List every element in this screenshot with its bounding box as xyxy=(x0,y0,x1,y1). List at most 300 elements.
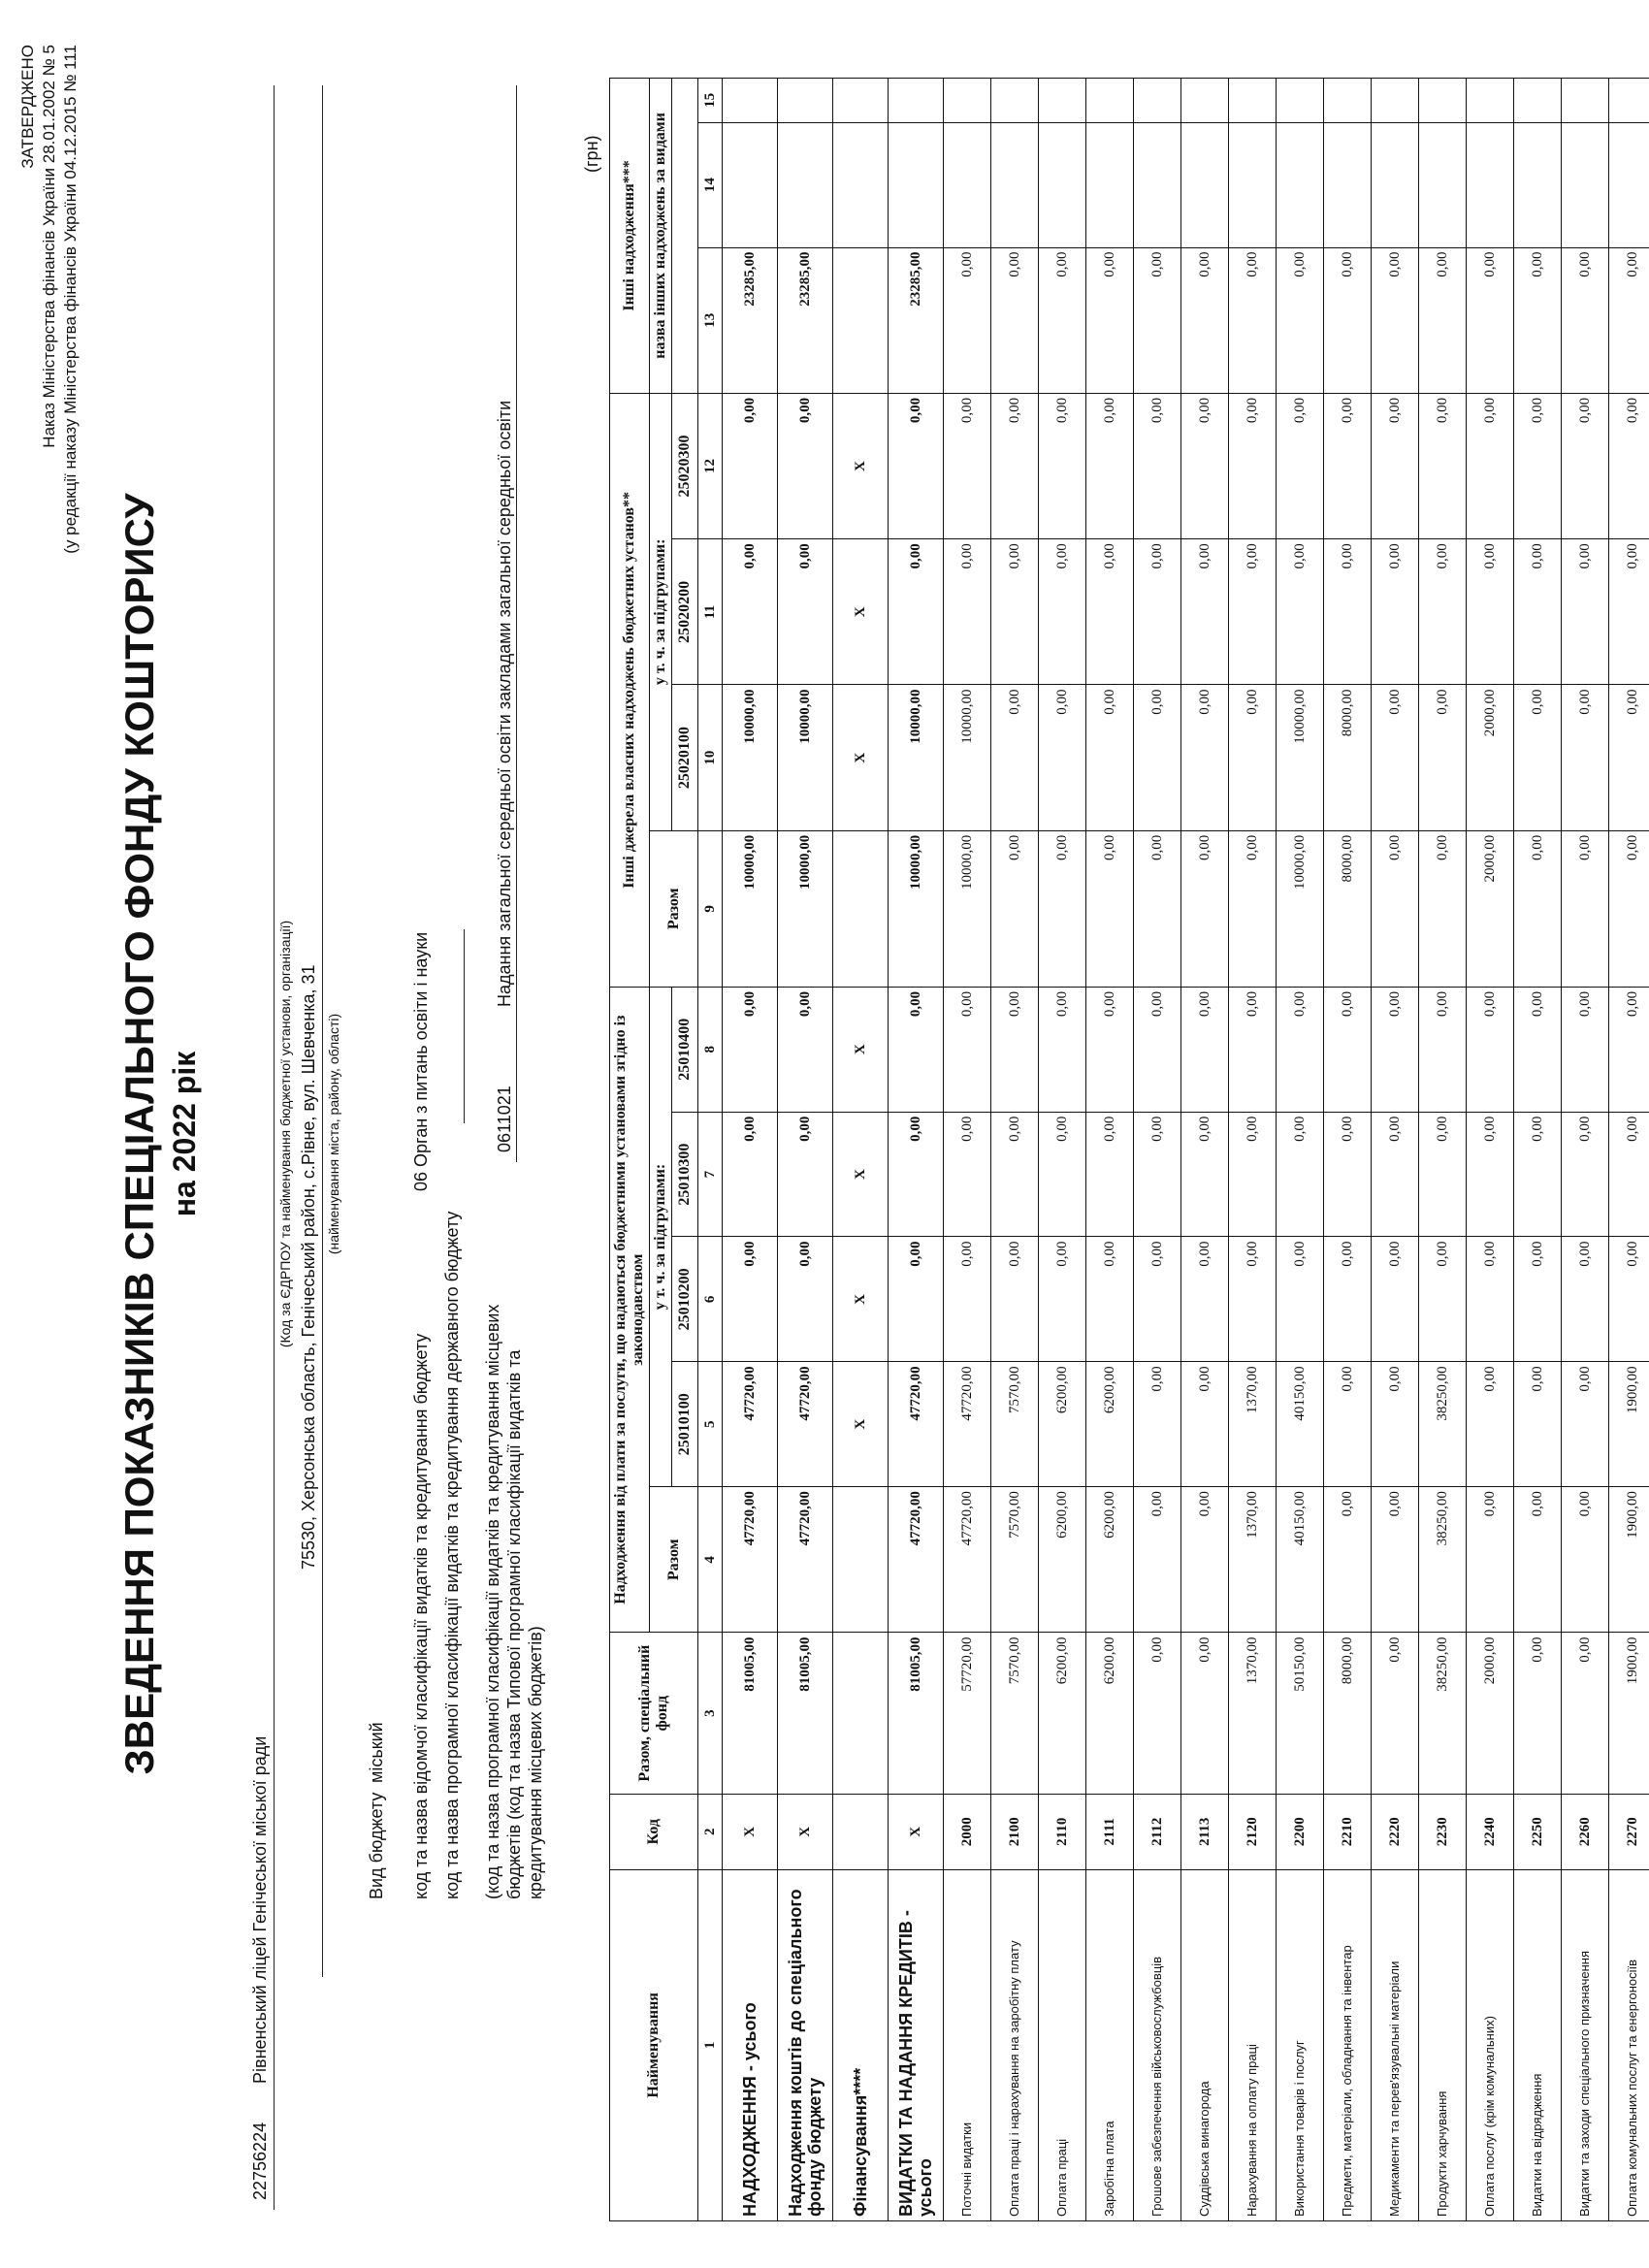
row-name: Поточні видатки xyxy=(944,1869,991,2220)
budget-type-label: Вид бюджету xyxy=(367,1792,386,1899)
row-value: 0,00 xyxy=(1181,685,1229,830)
header-code-25010400: 25010400 xyxy=(672,987,698,1112)
row-code: 2270 xyxy=(1609,1794,1649,1869)
table-row xyxy=(1229,79,1277,2221)
table-row xyxy=(1039,79,1086,2221)
row-value: 0,00 xyxy=(1324,393,1372,538)
column-number: 6 xyxy=(698,1237,723,1362)
row-value: 0,00 xyxy=(1609,539,1649,685)
row-value xyxy=(1181,79,1229,123)
row-value: 0,00 xyxy=(1372,1237,1419,1362)
header-name: Найменування xyxy=(610,1869,698,2220)
row-value: 0,00 xyxy=(1086,247,1134,393)
row-value: 47720,00 xyxy=(778,1487,833,1633)
row-value: 0,00 xyxy=(1324,1362,1372,1487)
row-value: 0,00 xyxy=(1609,987,1649,1112)
header-other-blank xyxy=(672,79,698,394)
row-value: 0,00 xyxy=(1324,1237,1372,1362)
column-number: 5 xyxy=(698,1362,723,1487)
row-value: 0,00 xyxy=(1514,1362,1562,1487)
row-value: 0,00 xyxy=(1229,830,1277,987)
table-row xyxy=(1086,79,1134,2221)
row-value: 0,00 xyxy=(1086,1237,1134,1362)
row-value: 0,00 xyxy=(889,1112,944,1237)
row-value: 0,00 xyxy=(1467,1362,1514,1487)
table-row xyxy=(1562,79,1609,2221)
row-value: 0,00 xyxy=(1419,987,1467,1112)
column-number: 11 xyxy=(698,539,723,685)
row-code: 2100 xyxy=(991,1794,1039,1869)
row-value xyxy=(1086,122,1134,247)
row-value: Х xyxy=(833,1362,889,1487)
row-value: 0,00 xyxy=(723,393,778,538)
row-value: 6200,00 xyxy=(1039,1362,1086,1487)
column-number: 14 xyxy=(698,122,723,247)
row-name: ВИДАТКИ ТА НАДАННЯ КРЕДИТІВ - усього xyxy=(889,1869,944,2220)
row-value: 0,00 xyxy=(1562,393,1609,538)
row-code: Х xyxy=(723,1794,778,1869)
row-value: 0,00 xyxy=(1039,830,1086,987)
row-value: 0,00 xyxy=(1467,393,1514,538)
row-value: 0,00 xyxy=(1134,1237,1181,1362)
header-subtotal-services: Разом xyxy=(650,1487,698,1633)
header-total: Разом, спеціальний фонд xyxy=(610,1633,698,1794)
row-value: 0,00 xyxy=(1039,393,1086,538)
row-value: 0,00 xyxy=(1229,987,1277,1112)
budget-type-value: міський xyxy=(367,1722,386,1783)
row-value: Х xyxy=(833,393,889,538)
row-value: 81005,00 xyxy=(889,1633,944,1794)
row-value: 0,00 xyxy=(1419,393,1467,538)
column-number-row xyxy=(698,79,723,2221)
row-value: 0,00 xyxy=(1562,1362,1609,1487)
column-number: 1 xyxy=(698,1869,723,2220)
row-name: Заробітна плата xyxy=(1086,1869,1134,2220)
row-value: 0,00 xyxy=(1277,1112,1324,1237)
row-value: 0,00 xyxy=(1039,685,1086,830)
row-code: 2200 xyxy=(1277,1794,1324,1869)
row-value xyxy=(1324,79,1372,123)
column-number: 4 xyxy=(698,1487,723,1633)
row-value xyxy=(1419,79,1467,123)
row-value: 47720,00 xyxy=(723,1362,778,1487)
row-value: 0,00 xyxy=(1039,1112,1086,1237)
row-value: Х xyxy=(833,987,889,1112)
row-name: Оплата послуг (крім комунальних) xyxy=(1467,1869,1514,2220)
row-value: 2000,00 xyxy=(1467,685,1514,830)
table-row xyxy=(1277,79,1324,2221)
row-value: 0,00 xyxy=(1562,1237,1609,1362)
approval-block xyxy=(17,45,81,554)
row-value: 0,00 xyxy=(1086,539,1134,685)
row-value xyxy=(778,122,833,247)
row-value: 0,00 xyxy=(991,1237,1039,1362)
table-row xyxy=(1372,79,1419,2221)
row-value: 0,00 xyxy=(1372,1633,1419,1794)
row-value: 6200,00 xyxy=(1039,1487,1086,1633)
row-value: 0,00 xyxy=(1372,1112,1419,1237)
row-value xyxy=(1181,122,1229,247)
table-row xyxy=(1324,79,1372,2221)
row-value xyxy=(723,122,778,247)
row-value: 0,00 xyxy=(1514,1487,1562,1633)
row-value: 0,00 xyxy=(1134,247,1181,393)
row-value xyxy=(1467,79,1514,123)
row-value: 0,00 xyxy=(1562,685,1609,830)
row-value xyxy=(723,79,778,123)
approval-revision: (у редакції наказу Міністерства фінансів України 04.12.2015 № 111 xyxy=(61,45,80,554)
row-value: 0,00 xyxy=(1514,1112,1562,1237)
row-value: 0,00 xyxy=(1181,1362,1229,1487)
local-class-code: 0611021 xyxy=(495,1085,514,1152)
row-value: 0,00 xyxy=(944,1112,991,1237)
row-value xyxy=(1372,79,1419,123)
row-code xyxy=(833,1794,889,1869)
row-value: 0,00 xyxy=(1467,539,1514,685)
row-code: 2000 xyxy=(944,1794,991,1869)
row-value xyxy=(1277,122,1324,247)
row-value: 0,00 xyxy=(1229,685,1277,830)
table-row xyxy=(1467,79,1514,2221)
row-value: 0,00 xyxy=(723,1237,778,1362)
row-value xyxy=(1039,79,1086,123)
row-code: 2110 xyxy=(1039,1794,1086,1869)
column-number: 10 xyxy=(698,685,723,830)
address-caption: (найменування міста, району, області) xyxy=(326,1013,341,1255)
row-value: 0,00 xyxy=(1181,1633,1229,1794)
row-value: 1370,00 xyxy=(1229,1633,1277,1794)
header-group-services: Надходження від плати за послуги, що надаються бюджетними установами згідно із законодавством xyxy=(610,987,650,1633)
row-value: 0,00 xyxy=(723,539,778,685)
row-name: Грошове забезпечення військовослужбовців xyxy=(1134,1869,1181,2220)
special-fund-table xyxy=(609,78,1649,2221)
row-name: Оплата праці і нарахування на заробітну плату xyxy=(991,1869,1039,2220)
row-value: 0,00 xyxy=(1372,1362,1419,1487)
row-value: 0,00 xyxy=(1229,1237,1277,1362)
row-value: 0,00 xyxy=(1514,685,1562,830)
institution-caption: (Код за ЄДРПОУ та найменування бюджетної установи, організації) xyxy=(277,920,293,1348)
row-value: 0,00 xyxy=(1134,1112,1181,1237)
row-value: 8000,00 xyxy=(1324,1633,1372,1794)
row-value: 0,00 xyxy=(1467,1112,1514,1237)
row-value: 0,00 xyxy=(1609,830,1649,987)
row-value: 0,00 xyxy=(991,1112,1039,1237)
row-code: 2220 xyxy=(1372,1794,1419,1869)
row-value: 0,00 xyxy=(889,987,944,1112)
row-value: 0,00 xyxy=(991,393,1039,538)
row-value xyxy=(1514,122,1562,247)
row-value: 38250,00 xyxy=(1419,1487,1467,1633)
row-value: 0,00 xyxy=(1181,1487,1229,1633)
row-name: Оплата комунальних послуг та енергоносіїв xyxy=(1609,1869,1649,2220)
row-value xyxy=(833,1487,889,1633)
row-value: 6200,00 xyxy=(1039,1633,1086,1794)
row-value: 0,00 xyxy=(1134,1633,1181,1794)
row-value: 0,00 xyxy=(1419,1237,1467,1362)
row-value xyxy=(833,79,889,123)
row-value xyxy=(1562,79,1609,123)
row-value xyxy=(833,1633,889,1794)
row-value xyxy=(1609,79,1649,123)
approval-heading: ЗАТВЕРДЖЕНО xyxy=(18,45,37,169)
row-value: 0,00 xyxy=(944,1237,991,1362)
row-value: 0,00 xyxy=(1181,247,1229,393)
row-value: 0,00 xyxy=(1372,1487,1419,1633)
row-value: 0,00 xyxy=(991,539,1039,685)
local-class-label-1: (код та назва програмної класифікації видатків та кредитування місцевих xyxy=(483,1304,502,1899)
row-value: 1900,00 xyxy=(1609,1362,1649,1487)
row-value: 0,00 xyxy=(1467,1237,1514,1362)
row-value: 0,00 xyxy=(1419,247,1467,393)
row-code: 2260 xyxy=(1562,1794,1609,1869)
row-value xyxy=(1039,122,1086,247)
row-value xyxy=(991,79,1039,123)
header-code-25020200: 25020200 xyxy=(672,539,698,685)
row-value: 0,00 xyxy=(723,987,778,1112)
column-number: 3 xyxy=(698,1633,723,1794)
column-number: 2 xyxy=(698,1794,723,1869)
row-value: 0,00 xyxy=(1086,1112,1134,1237)
row-value: 7570,00 xyxy=(991,1362,1039,1487)
row-value: 0,00 xyxy=(1229,247,1277,393)
row-value: 0,00 xyxy=(889,1237,944,1362)
row-value xyxy=(1086,79,1134,123)
row-value xyxy=(833,830,889,987)
document-year: на 2022 рік xyxy=(167,1051,202,1217)
table-row xyxy=(833,79,889,2221)
row-value: 0,00 xyxy=(1134,685,1181,830)
row-value: 1900,00 xyxy=(1609,1633,1649,1794)
row-value: 6200,00 xyxy=(1086,1487,1134,1633)
row-value: 47720,00 xyxy=(944,1362,991,1487)
row-value: 0,00 xyxy=(1562,987,1609,1112)
row-value: 47720,00 xyxy=(889,1362,944,1487)
row-value: 0,00 xyxy=(1562,1633,1609,1794)
row-value xyxy=(1514,79,1562,123)
row-name: Предмети, матеріали, обладнання та інвентар xyxy=(1324,1869,1372,2220)
row-value: 0,00 xyxy=(1181,987,1229,1112)
row-value: 0,00 xyxy=(1609,393,1649,538)
table-row xyxy=(723,79,778,2221)
row-value xyxy=(778,79,833,123)
row-name: Видатки на відрядження xyxy=(1514,1869,1562,2220)
row-value: 81005,00 xyxy=(778,1633,833,1794)
row-value: 2000,00 xyxy=(1467,1633,1514,1794)
row-value: 7570,00 xyxy=(991,1487,1039,1633)
table-row xyxy=(991,79,1039,2221)
row-value: 0,00 xyxy=(1514,539,1562,685)
header-group-own-revenue: Інші джерела власних надходжень бюджетних установ** xyxy=(610,393,650,987)
header-other-name: назва інших надходжень за видами xyxy=(650,79,672,394)
row-value: 0,00 xyxy=(1229,1112,1277,1237)
approval-order: Наказ Міністерства фінансів України 28.01.2002 № 5 xyxy=(40,45,58,448)
header-code-25010200: 25010200 xyxy=(672,1237,698,1362)
row-value: 0,00 xyxy=(1134,987,1181,1112)
row-value: 0,00 xyxy=(991,247,1039,393)
institution-address: 75530, Херсонська область, Генічеський район, с.Рівне, вул. Шевченка, 31 xyxy=(299,964,318,1570)
row-value: 0,00 xyxy=(1277,393,1324,538)
row-value: 38250,00 xyxy=(1419,1362,1467,1487)
row-name: Суддівська винагорода xyxy=(1181,1869,1229,2220)
row-value: 50150,00 xyxy=(1277,1633,1324,1794)
row-value: 10000,00 xyxy=(778,685,833,830)
row-value xyxy=(944,122,991,247)
row-value: 8000,00 xyxy=(1324,830,1372,987)
column-number: 8 xyxy=(698,987,723,1112)
row-value: 0,00 xyxy=(1181,1112,1229,1237)
row-code: 2250 xyxy=(1514,1794,1562,1869)
row-value xyxy=(1229,122,1277,247)
header-code-25020300: 25020300 xyxy=(672,393,698,538)
row-value xyxy=(889,122,944,247)
row-value: 0,00 xyxy=(1134,393,1181,538)
row-value: 0,00 xyxy=(944,247,991,393)
row-value: 40150,00 xyxy=(1277,1487,1324,1633)
row-value: 7570,00 xyxy=(991,1633,1039,1794)
row-value: 47720,00 xyxy=(723,1487,778,1633)
row-value: 0,00 xyxy=(1514,987,1562,1112)
row-value: 0,00 xyxy=(1372,830,1419,987)
row-value: 0,00 xyxy=(1514,1237,1562,1362)
row-value: 0,00 xyxy=(1086,830,1134,987)
row-value: 0,00 xyxy=(1324,247,1372,393)
row-value: 81005,00 xyxy=(723,1633,778,1794)
row-value: 0,00 xyxy=(1324,1112,1372,1237)
row-value: 0,00 xyxy=(1419,830,1467,987)
row-value: 6200,00 xyxy=(1086,1362,1134,1487)
header-group-other: Інші надходження*** xyxy=(610,79,650,394)
row-value: 0,00 xyxy=(1419,685,1467,830)
row-value xyxy=(1277,79,1324,123)
row-name: Медикаменти та перев'язувальні матеріали xyxy=(1372,1869,1419,2220)
row-value xyxy=(991,122,1039,247)
table-row xyxy=(889,79,944,2221)
row-value: 0,00 xyxy=(1419,539,1467,685)
row-value: 10000,00 xyxy=(723,830,778,987)
row-value: 38250,00 xyxy=(1419,1633,1467,1794)
row-value: 57720,00 xyxy=(944,1633,991,1794)
row-value: 0,00 xyxy=(1229,393,1277,538)
row-value: 0,00 xyxy=(778,1112,833,1237)
row-value: 10000,00 xyxy=(944,830,991,987)
row-value xyxy=(944,79,991,123)
row-code: 2230 xyxy=(1419,1794,1467,1869)
row-value: 0,00 xyxy=(1562,830,1609,987)
row-value: 0,00 xyxy=(991,830,1039,987)
row-code: 2120 xyxy=(1229,1794,1277,1869)
row-value: 0,00 xyxy=(1277,539,1324,685)
row-value: 0,00 xyxy=(1419,1112,1467,1237)
row-value: 10000,00 xyxy=(889,830,944,987)
row-name: Видатки та заходи спеціального призначення xyxy=(1562,1869,1609,2220)
row-value xyxy=(1562,122,1609,247)
column-number: 12 xyxy=(698,393,723,538)
row-value: 0,00 xyxy=(1324,539,1372,685)
row-name: Нарахування на оплату праці xyxy=(1229,1869,1277,2220)
row-value xyxy=(1324,122,1372,247)
local-class-label-3: кредитування місцевих бюджетів) xyxy=(526,1626,545,1899)
row-value: 0,00 xyxy=(778,987,833,1112)
row-value: 0,00 xyxy=(1562,1112,1609,1237)
row-value: 0,00 xyxy=(1181,830,1229,987)
row-value: 0,00 xyxy=(1324,1487,1372,1633)
row-value: 0,00 xyxy=(1134,1362,1181,1487)
row-code: 2112 xyxy=(1134,1794,1181,1869)
row-value: 0,00 xyxy=(1086,987,1134,1112)
row-value: Х xyxy=(833,539,889,685)
row-value: 0,00 xyxy=(1372,393,1419,538)
row-value: Х xyxy=(833,1237,889,1362)
header-incl-services: у т. ч. за підгрупами: xyxy=(650,987,672,1486)
row-value: 0,00 xyxy=(944,539,991,685)
header-code: Код xyxy=(610,1794,698,1869)
row-value: 2000,00 xyxy=(1467,830,1514,987)
row-value: 0,00 xyxy=(1181,539,1229,685)
row-value: Х xyxy=(833,685,889,830)
row-value: 0,00 xyxy=(1514,830,1562,987)
row-value: 10000,00 xyxy=(723,685,778,830)
row-value: 0,00 xyxy=(778,1237,833,1362)
row-value: 0,00 xyxy=(1134,539,1181,685)
row-value: 0,00 xyxy=(1372,987,1419,1112)
header-code-25020100: 25020100 xyxy=(672,685,698,830)
row-value: 10000,00 xyxy=(778,830,833,987)
table-row xyxy=(778,79,833,2221)
dept-class-label: код та назва відомчої класифікації видатків та кредитування бюджету xyxy=(411,1333,431,1899)
row-value: 0,00 xyxy=(778,539,833,685)
row-value: 0,00 xyxy=(1514,393,1562,538)
row-value: 10000,00 xyxy=(1277,685,1324,830)
row-value: 47720,00 xyxy=(778,1362,833,1487)
row-value xyxy=(1419,122,1467,247)
column-number: 7 xyxy=(698,1112,723,1237)
row-value: 0,00 xyxy=(1039,987,1086,1112)
row-code: 2240 xyxy=(1467,1794,1514,1869)
row-value xyxy=(1134,122,1181,247)
row-value: 0,00 xyxy=(1609,1237,1649,1362)
row-value: 0,00 xyxy=(1467,247,1514,393)
row-value: 6200,00 xyxy=(1086,1633,1134,1794)
row-name: Фінансування**** xyxy=(833,1869,889,2220)
row-value: 1370,00 xyxy=(1229,1362,1277,1487)
row-value: 10000,00 xyxy=(1277,830,1324,987)
column-number: 9 xyxy=(698,830,723,987)
row-value: 0,00 xyxy=(1609,1112,1649,1237)
row-value: 1900,00 xyxy=(1609,1487,1649,1633)
row-value: 23285,00 xyxy=(889,247,944,393)
column-number: 15 xyxy=(698,79,723,123)
row-value xyxy=(833,247,889,393)
row-code: 2111 xyxy=(1086,1794,1134,1869)
header-code-25010100: 25010100 xyxy=(672,1362,698,1487)
row-value: 0,00 xyxy=(1609,685,1649,830)
row-value: 8000,00 xyxy=(1324,685,1372,830)
row-value: 0,00 xyxy=(1467,1487,1514,1633)
row-value: 0,00 xyxy=(1372,247,1419,393)
row-code: 2210 xyxy=(1324,1794,1372,1869)
row-name: Надходження коштів до спеціального фонду бюджету xyxy=(778,1869,833,2220)
row-value: 0,00 xyxy=(1134,1487,1181,1633)
row-code: Х xyxy=(889,1794,944,1869)
row-code: Х xyxy=(778,1794,833,1869)
local-class-label-2: бюджетів (код та назва Типової програмної класифікації видатків та xyxy=(504,1349,524,1899)
row-value: 0,00 xyxy=(1277,987,1324,1112)
row-value: 0,00 xyxy=(991,685,1039,830)
institution-code: 22756224 xyxy=(250,2122,270,2200)
row-value: 0,00 xyxy=(1086,393,1134,538)
row-value: 0,00 xyxy=(1039,1237,1086,1362)
row-value: 23285,00 xyxy=(723,247,778,393)
